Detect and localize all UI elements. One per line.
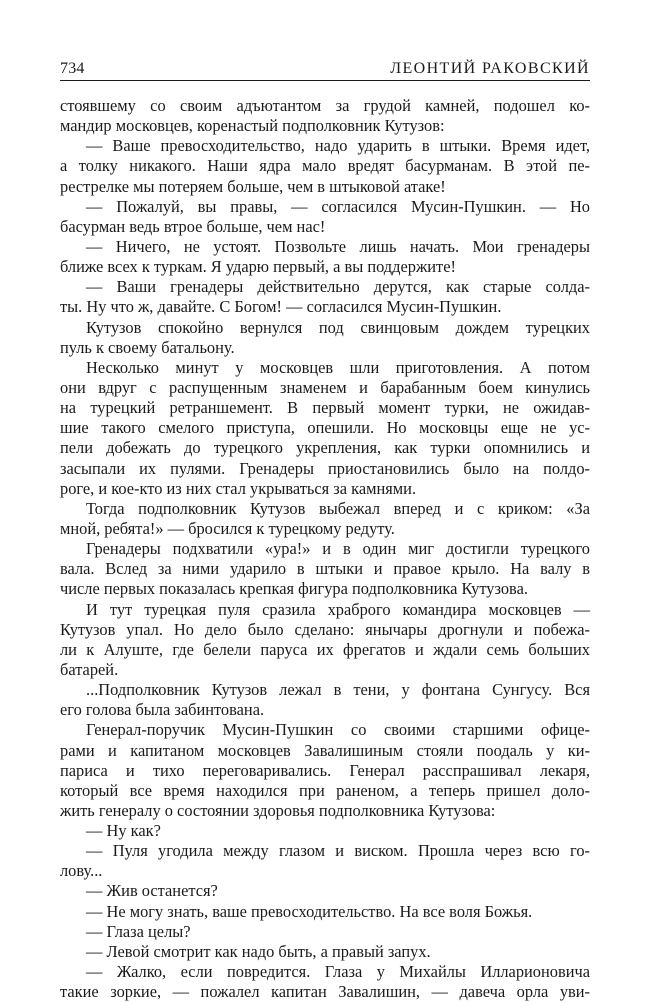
text-line: — Ничего, не устоят. Позвольте лишь начать. Мои гренадеры bbox=[86, 236, 590, 256]
text-line: Тогда подполковник Кутузов выбежал вперед и с криком: «За bbox=[86, 498, 590, 518]
text-line: шие такого смелого приступа, опешили. Но московцы еще не ус- bbox=[60, 418, 590, 438]
text-line: И тут турецкая пуля сразила храброго командира московцев — bbox=[86, 599, 590, 619]
text-line: — Пожалуй, вы правы, — согласился Мусин-Пушкин. — Но bbox=[86, 196, 590, 216]
text-line: — Ваше превосходительство, надо ударить в штыки. Время идет, bbox=[86, 136, 590, 156]
text-line: — Не могу знать, ваше превосходительство. На все воля Божья. bbox=[86, 901, 533, 921]
text-line: они вдруг с распущенным знаменем и барабанным боем кинулись bbox=[60, 377, 590, 397]
text-line: — Жив останется? bbox=[86, 881, 218, 901]
body-text bbox=[60, 96, 590, 1002]
text-line: который все время находился при раненом, а теперь пришел доло- bbox=[60, 780, 590, 800]
text-line: — Ваши гренадеры действительно дерутся, как старые солда- bbox=[86, 277, 590, 297]
text-line: басурман ведь втрое больше, чем нас! bbox=[60, 216, 326, 236]
text-line: рестрелке мы потеряем больше, чем в штыковой атаке! bbox=[60, 176, 446, 196]
text-line: мандир московцев, коренастый подполковник Кутузов: bbox=[60, 116, 445, 136]
text-line: вала. Вслед за ними ударило в штыки и правое крыло. На валу в bbox=[60, 559, 590, 579]
text-line: — Левой смотрит как надо быть, а правый запух. bbox=[86, 941, 431, 961]
text-line: его голова была забинтована. bbox=[60, 700, 265, 720]
text-line: жить генералу о состоянии здоровья подполковника Кутузова: bbox=[60, 800, 496, 820]
text-line: — Жалко, если повредится. Глаза у Михайлы Илларионовича bbox=[86, 962, 590, 982]
text-line: числе первых показалась крепкая фигура подполковника Кутузова. bbox=[60, 579, 528, 599]
text-line: Несколько минут у московцев шли приготовления. А потом bbox=[86, 357, 590, 377]
text-line: а толку никакого. Наши ядра мало вредят басурманам. В этой пе- bbox=[60, 156, 590, 176]
text-line: пели добежать до турецкого укрепления, как турки опомнились и bbox=[60, 438, 590, 458]
text-line: Гренадеры подхватили «ура!» и в один миг достигли турецкого bbox=[86, 539, 590, 559]
text-line: мной, ребята!» — бросился к турецкому редуту. bbox=[60, 518, 395, 538]
running-title: ЛЕОНТИЙ РАКОВСКИЙ bbox=[390, 60, 590, 77]
header-rule bbox=[60, 80, 590, 81]
text-line: Кутузов спокойно вернулся под свинцовым дождем турецких bbox=[86, 317, 590, 337]
page-number: 734 bbox=[60, 60, 85, 77]
text-line: рами и капитаном московцев Завалишиным стояли поодаль у ки- bbox=[60, 740, 590, 760]
running-header bbox=[60, 54, 590, 78]
text-line: лову... bbox=[60, 861, 103, 881]
text-line: пуль к своему батальону. bbox=[60, 337, 235, 357]
text-line: Кутузов упал. Но дело было сделано: янычары дрогнули и побежа- bbox=[60, 619, 590, 639]
text-line: — Пуля угодила между глазом и виском. Прошла через всю го- bbox=[86, 841, 590, 861]
text-line: батарей. bbox=[60, 659, 119, 679]
text-line: такие зоркие, — пожалел капитан Завалишин, — давеча орла уви- bbox=[60, 982, 590, 1002]
text-line: — Ну как? bbox=[86, 821, 161, 841]
text-line: париса и тихо переговаривались. Генерал расспрашивал лекаря, bbox=[60, 760, 590, 780]
text-line: засыпали их пулями. Гренадеры приостановились было на полдо- bbox=[60, 458, 590, 478]
text-line: ты. Ну что ж, давайте. С Богом! — согласился Мусин-Пушкин. bbox=[60, 297, 502, 317]
text-line: ли к Алуште, где белели паруса их фрегатов и ждали семь больших bbox=[60, 639, 590, 659]
text-line: стоявшему со своим адъютантом за грудой камней, подошел ко- bbox=[60, 96, 590, 115]
text-line: ...Подполковник Кутузов лежал в тени, у фонтана Сунгусу. Вся bbox=[86, 680, 590, 700]
text-line: на турецкий ретраншемент. В первый момент турки, не ожидав- bbox=[60, 398, 590, 418]
text-line: — Глаза целы? bbox=[86, 921, 191, 941]
text-line: роге, и кое-кто из них стал укрываться за камнями. bbox=[60, 478, 417, 498]
text-line: ближе всех к туркам. Я ударю первый, а вы поддержите! bbox=[60, 257, 456, 277]
text-line: Генерал-поручик Мусин-Пушкин со своими старшими офице- bbox=[86, 720, 590, 740]
